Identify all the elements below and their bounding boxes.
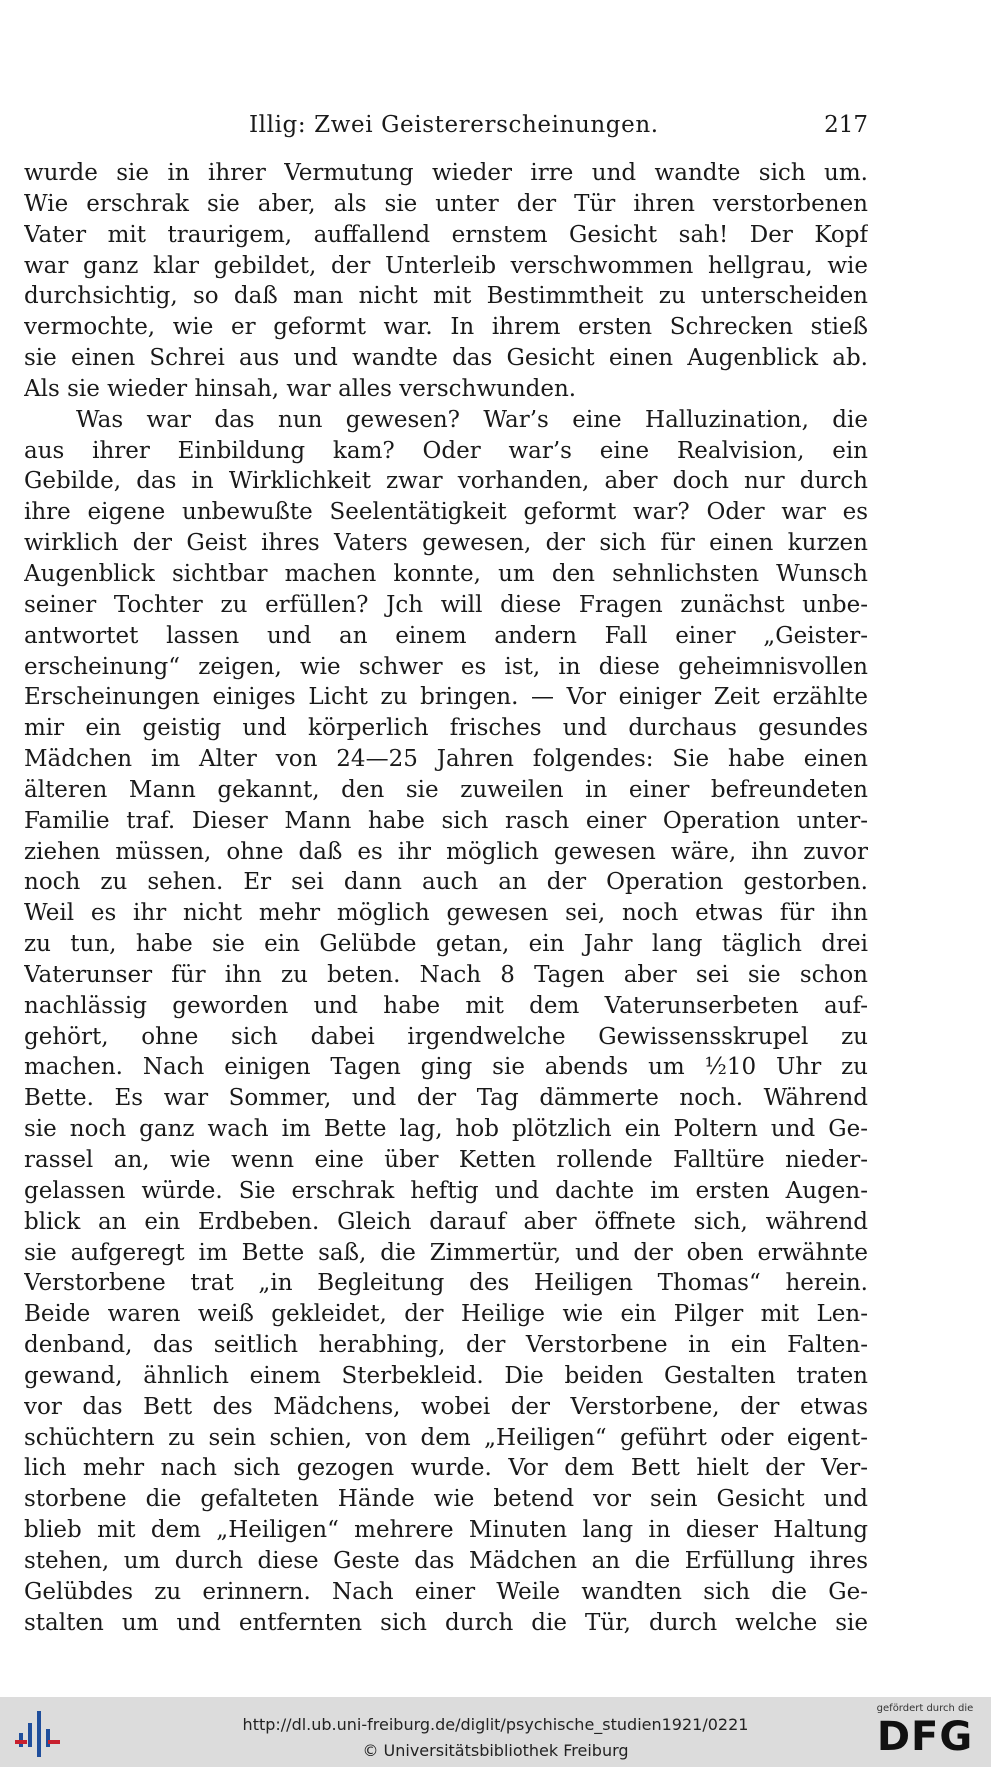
text-line: wurde sie in ihrer Vermutung wieder irre und wandte sich um. <box>24 160 868 186</box>
text-line: Beide waren weiß gekleidet, der Heilige wie ein Pilger mit Len- <box>24 1301 868 1328</box>
text-line: gelassen würde. Sie erschrak heftig und dachte im ersten Augen- <box>24 1177 868 1204</box>
text-line: blieb mit dem „Heiligen“ mehrere Minuten lang in dieser Haltung <box>24 1517 868 1544</box>
text-line: vor das Bett des Mädchens, wobei der Verstorbene, der etwas <box>24 1393 868 1420</box>
text-line: schüchtern zu sein schien, von dem „Heiligen“ geführt oder eigent- <box>24 1424 868 1451</box>
dfg-logo-icon: DFG <box>876 1714 974 1760</box>
text-line: denband, das seitlich herabhing, der Verstorbene in ein Falten- <box>24 1332 868 1359</box>
text-line: Mädchen im Alter von 24—25 Jahren folgendes: Sie habe einen <box>24 746 868 773</box>
text-line: gewand, ähnlich einem Sterbekleid. Die beiden Gestalten traten <box>24 1362 868 1389</box>
copyright-notice: © Universitätsbibliothek Freiburg <box>362 1741 629 1760</box>
text-line: ihre eigene unbewußte Seelentätigkeit geformt war? Oder war es <box>24 499 868 526</box>
text-line: Was war das nun gewesen? War’s eine Halluzination, die <box>76 406 868 433</box>
text-line: wirklich der Geist ihres Vaters gewesen, der sich für einen kurzen <box>24 530 868 557</box>
text-line: sie aufgeregt im Bette saß, die Zimmertür, und der oben erwähnte <box>24 1239 868 1266</box>
running-title: Illig: Zwei Geistererscheinungen. <box>249 112 659 138</box>
text-line: Gebilde, das in Wirklichkeit zwar vorhanden, aber doch nur durch <box>24 468 868 495</box>
digital-copy-link[interactable]: http://dl.ub.uni-freiburg.de/diglit/psychische_studien1921/0221 <box>242 1715 749 1734</box>
text-line: nachlässig geworden und habe mit dem Vaterunserbeten auf- <box>24 992 868 1019</box>
text-line: ziehen müssen, ohne daß es ihr möglich gewesen wäre, ihn zuvor <box>24 838 868 865</box>
text-line: aus ihrer Einbildung kam? Oder war’s eine Realvision, ein <box>24 437 868 464</box>
text-line: Familie traf. Dieser Mann habe sich rasch einer Operation unter- <box>24 807 868 834</box>
text-line: storbene die gefalteten Hände wie betend vor sein Gesicht und <box>24 1486 868 1513</box>
text-line: zu tun, habe sie ein Gelübde getan, ein Jahr lang täglich drei <box>24 931 868 958</box>
text-line: erscheinung“ zeigen, wie schwer es ist, in diese geheimnisvollen <box>24 653 868 680</box>
text-line: Weil es ihr nicht mehr möglich gewesen sei, noch etwas für ihn <box>24 900 868 927</box>
body-text <box>24 158 868 1639</box>
page-number: 217 <box>824 112 868 138</box>
dfg-sponsor[interactable] <box>873 1703 977 1763</box>
text-line: Bette. Es war Sommer, und der Tag dämmerte noch. Während <box>24 1085 868 1112</box>
text-line: mir ein geistig und körperlich frisches und durchaus gesundes <box>24 715 868 742</box>
page-header <box>24 112 868 146</box>
text-line: machen. Nach einigen Tagen ging sie abends um ½10 Uhr zu <box>24 1054 868 1081</box>
text-line: stalten um und entfernten sich durch die Tür, durch welche sie <box>24 1609 868 1636</box>
text-line: Vaterunser für ihn zu beten. Nach 8 Tagen aber sei sie schon <box>24 961 868 988</box>
text-line: lich mehr nach sich gezogen wurde. Vor dem Bett hielt der Ver- <box>24 1455 868 1482</box>
text-line: antwortet lassen und an einem andern Fall einer „Geister- <box>24 622 868 649</box>
text-line: Augenblick sichtbar machen konnte, um den sehnlichsten Wunsch <box>24 560 868 587</box>
text-line: seiner Tochter zu erfüllen? Jch will diese Fragen zunächst unbe- <box>24 591 868 618</box>
text-line: Als sie wieder hinsah, war alles verschwunden. <box>24 375 577 402</box>
text-line: war ganz klar gebildet, der Unterleib verschwommen hellgrau, wie <box>24 252 868 279</box>
text-line: stehen, um durch diese Geste das Mädchen an die Erfüllung ihres <box>24 1547 868 1574</box>
text-line: Gelübdes zu erinnern. Nach einer Weile wandten sich die Ge- <box>24 1578 868 1605</box>
text-line: älteren Mann gekannt, den sie zuweilen in einer befreundeten <box>24 776 868 803</box>
footer-bar <box>0 1697 991 1767</box>
dfg-note: gefördert durch die <box>876 1703 974 1714</box>
text-line: Erscheinungen einiges Licht zu bringen. — Vor einiger Zeit erzählte <box>24 684 868 711</box>
text-line: Wie erschrak sie aber, als sie unter der Tür ihren verstorbenen <box>24 190 868 217</box>
text-line: Vater mit traurigem, auffallend ernstem Gesicht sah! Der Kopf <box>24 221 868 248</box>
text-line: sie einen Schrei aus und wandte das Gesicht einen Augenblick ab. <box>24 345 868 372</box>
text-line: vermochte, wie er geformt war. In ihrem ersten Schrecken stieß <box>24 314 868 341</box>
text-line: gehört, ohne sich dabei irgendwelche Gewissensskrupel zu <box>24 1023 868 1050</box>
text-line: sie noch ganz wach im Bette lag, hob plötzlich ein Poltern und Ge- <box>24 1116 868 1143</box>
text-line: Verstorbene trat „in Begleitung des Heiligen Thomas“ herein. <box>24 1270 868 1297</box>
text-line: blick an ein Erdbeben. Gleich darauf aber öffnete sich, während <box>24 1208 868 1235</box>
text-line: rassel an, wie wenn eine über Ketten rollende Falltüre nieder- <box>24 1147 868 1173</box>
text-line: noch zu sehen. Er sei dann auch an der Operation gestorben. <box>24 869 868 896</box>
text-line: durchsichtig, so daß man nicht mit Bestimmtheit zu unterscheiden <box>24 283 868 310</box>
